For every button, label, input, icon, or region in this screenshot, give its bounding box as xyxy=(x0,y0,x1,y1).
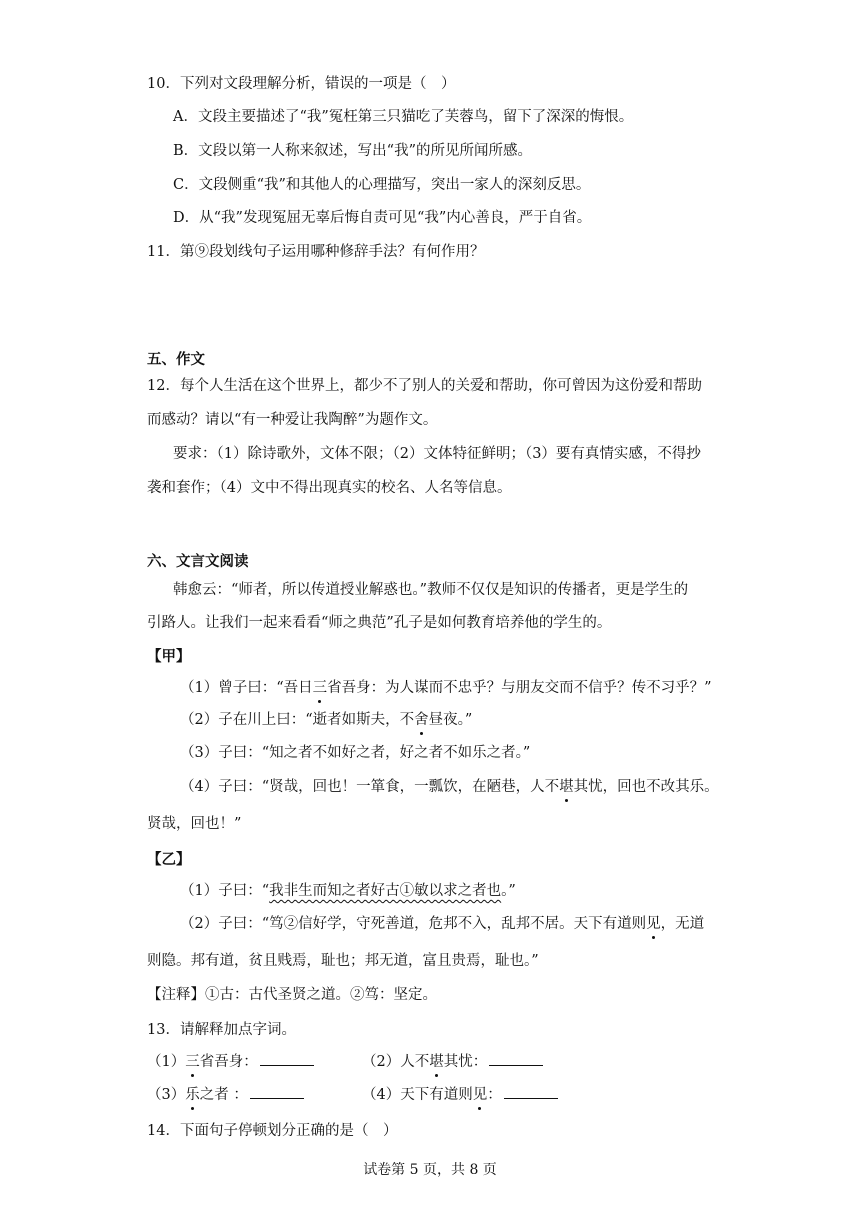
section-5-title: 五、作文 xyxy=(147,352,205,368)
yi-label: 【乙】 xyxy=(147,852,191,868)
q10-option-b: B．文段以第一人称来叙述，写出“我”的所见所闻所感。 xyxy=(173,143,532,159)
yi-item-2-line2: 则隐。邦有道，贫且贱焉，耻也；邦无道，富且贵焉，耻也。” xyxy=(147,953,539,969)
q13-item2-answer-blank[interactable] xyxy=(489,1051,543,1066)
jia4-text-b: 其忧，回也不改其乐。 xyxy=(573,779,719,795)
yi1-text-a: （1）子曰：“ xyxy=(180,883,270,899)
yi2-dotted-char: 见 xyxy=(646,916,661,932)
yi2-text-a: （2）子曰：“笃②信好学，守死善道，危邦不入，乱邦不居。天下有道则 xyxy=(180,916,647,932)
question-12-line2: 而感动？请以“有一种爱让我陶醉”为题作文。 xyxy=(147,412,438,428)
jia4-text-a: （4）子曰：“贤哉，回也！一箪食，一瓢饮，在陋巷，人不 xyxy=(180,779,560,795)
q13-item4-prefix: （4）天下有道则 xyxy=(362,1087,473,1103)
yi-item-2 xyxy=(180,914,704,934)
q13-item4-suffix: ： xyxy=(487,1087,502,1103)
jia2-text-a: （2）子在川上曰：“逝者如斯夫，不 xyxy=(180,712,415,728)
q13-item3-dotted-char: 乐 xyxy=(185,1087,200,1103)
requirements-line1: 要求：（1）除诗歌外，文体不限；（2）文体特征鲜明；（3）要有真情实感，不得抄 xyxy=(173,446,701,462)
q13-item2-dotted-char: 堪 xyxy=(429,1054,444,1070)
q13-item-2 xyxy=(362,1051,543,1072)
intro-line1: 韩愈云：“师者，所以传道授业解惑也。”教师不仅仅是知识的传播者，更是学生的 xyxy=(173,582,689,598)
jia-item-1 xyxy=(180,678,712,698)
q10-option-a: A．文段主要描述了“我”冤枉第三只猫吃了芙蓉鸟，留下了深深的悔恨。 xyxy=(173,109,634,125)
annotation-note: 【注释】①古：古代圣贤之道。②笃：坚定。 xyxy=(147,987,437,1003)
jia-label: 【甲】 xyxy=(147,649,191,665)
q13-item2-prefix: （2）人不 xyxy=(362,1054,430,1070)
q13-item1-prefix: （1） xyxy=(147,1054,186,1070)
page-footer: 试卷第 5 页，共 8 页 xyxy=(363,1162,497,1178)
q13-item1-dotted-char: 三 xyxy=(185,1054,200,1070)
section-6-title: 六、文言文阅读 xyxy=(147,554,249,570)
q13-item3-prefix: （3） xyxy=(147,1087,186,1103)
yi1-wavy-underlined-sentence: 我非生而知之者好古①敏以求之者也 xyxy=(269,883,502,899)
question-14-stem: 14．下面句子停顿划分正确的是（ ） xyxy=(147,1123,398,1139)
q13-item-1 xyxy=(147,1051,314,1072)
q13-item4-answer-blank[interactable] xyxy=(504,1084,558,1099)
requirements-line2: 袭和套作；（4）文中不得出现真实的校名、人名等信息。 xyxy=(147,480,512,496)
q13-item2-suffix: 其忧： xyxy=(443,1054,488,1070)
q13-item3-answer-blank[interactable] xyxy=(250,1084,304,1099)
jia4-dotted-char: 堪 xyxy=(559,779,574,795)
yi1-text-b: 。” xyxy=(501,883,516,899)
jia1-text-b: 省吾身：为人谋而不忠乎？与朋友交而不信乎？传不习乎？” xyxy=(327,680,712,696)
jia-item-2 xyxy=(180,710,472,730)
intro-line2: 引路人。让我们一起来看看“师之典范”孔子是如何教育培养他的学生的。 xyxy=(147,615,612,631)
yi-item-1 xyxy=(180,881,516,901)
q13-item-3 xyxy=(147,1084,304,1105)
q13-item3-suffix: 之者 ： xyxy=(199,1087,248,1103)
jia2-text-b: 昼夜。” xyxy=(428,712,473,728)
q13-item4-dotted-char: 见 xyxy=(472,1087,488,1103)
yi2-text-b: ，无道 xyxy=(660,916,705,932)
question-11-stem: 11．第⑨段划线句子运用哪种修辞手法？有何作用？ xyxy=(147,244,485,260)
question-10-stem: 10．下列对文段理解分析，错误的一项是（ ） xyxy=(147,76,456,92)
jia1-text-a: （1）曾子曰：“吾日 xyxy=(180,680,313,696)
jia2-dotted-char: 舍 xyxy=(414,712,429,728)
q10-option-c: C．文段侧重“我”和其他人的心理描写，突出一家人的深刻反思。 xyxy=(173,177,591,193)
q13-item1-suffix: 省吾身： xyxy=(199,1054,258,1070)
jia1-dotted-char: 三 xyxy=(312,680,328,696)
jia-item-4 xyxy=(180,777,719,797)
question-12-line1: 12．每个人生活在这个世界上，都少不了别人的关爱和帮助，你可曾因为这份爱和帮助 xyxy=(147,378,702,394)
jia-item-4-line2: 贤哉，回也！” xyxy=(147,816,242,832)
question-13-stem: 13．请解释加点字词。 xyxy=(147,1022,296,1038)
jia-item-3: （3）子曰：“知之者不如好之者，好之者不如乐之者。” xyxy=(180,745,531,761)
q10-option-d: D．从“我”发现冤屈无辜后悔自责可见“我”内心善良，严于自省。 xyxy=(173,210,592,226)
q13-item1-answer-blank[interactable] xyxy=(260,1051,314,1066)
q13-item-4 xyxy=(362,1084,558,1105)
